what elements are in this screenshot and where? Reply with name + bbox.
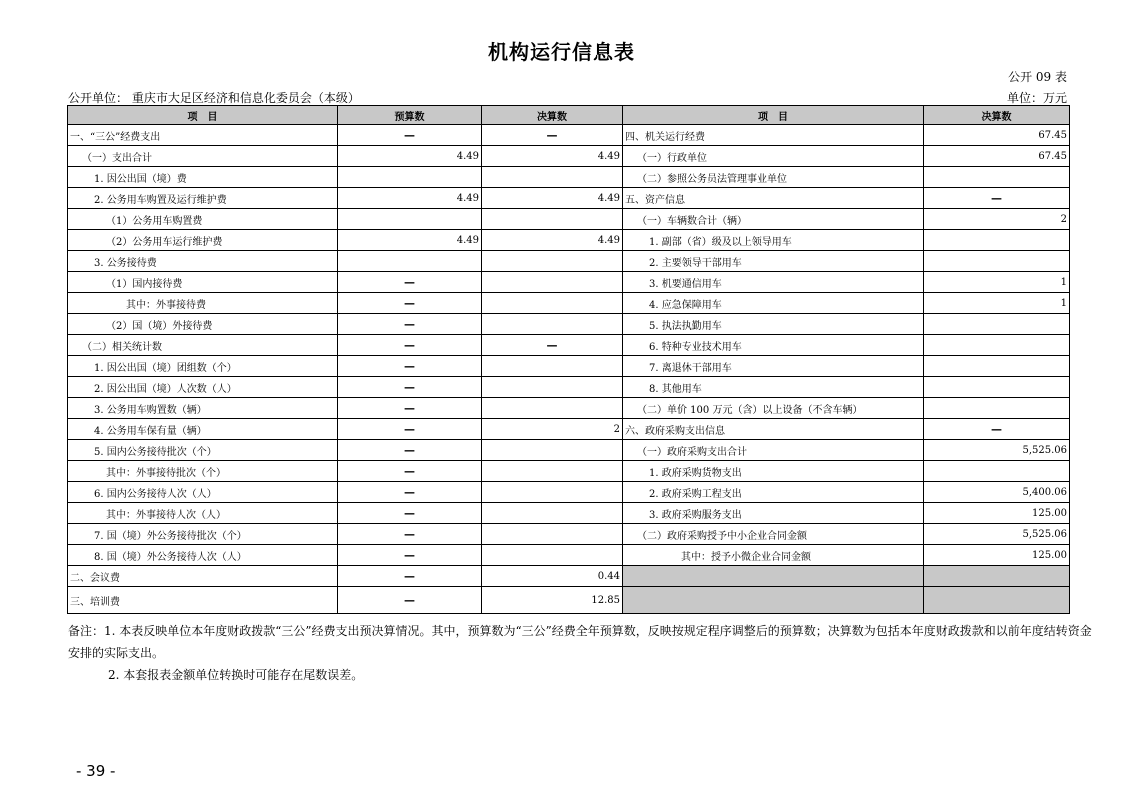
right-item-label: 8. 其他用车 xyxy=(623,377,924,398)
right-final-value: 1 xyxy=(924,272,1070,293)
final-value xyxy=(482,167,623,188)
final-value xyxy=(482,545,623,566)
budget-value: — xyxy=(338,545,482,566)
table-row xyxy=(68,398,1070,419)
budget-value: — xyxy=(338,419,482,440)
table-row xyxy=(68,314,1070,335)
right-final-value: 67.45 xyxy=(924,125,1070,146)
right-final-value: 5,525.06 xyxy=(924,440,1070,461)
left-item-label: 1. 因公出国（境）团组数（个） xyxy=(68,356,338,377)
left-item-label: 7. 国（境）外公务接待批次（个） xyxy=(68,524,338,545)
right-item-label: 1. 政府采购货物支出 xyxy=(623,461,924,482)
left-item-label: （1）国内接待费 xyxy=(68,272,338,293)
note-1: 备注：1. 本表反映单位本年度财政拨款“三公”经费支出预决算情况。其中，预算数为“三公”经费全年预算数，反映按规定程序调整后的预算数；决算数为包括本年度财政拨款和以前年度结转资金安排的实际支出。 xyxy=(68,624,1092,660)
final-value xyxy=(482,461,623,482)
left-item-label: 8. 国（境）外公务接待人次（人） xyxy=(68,545,338,566)
right-item-label: 4. 应急保障用车 xyxy=(623,293,924,314)
right-item-label: 2. 政府采购工程支出 xyxy=(623,482,924,503)
left-item-label: 其中：外事接待人次（人） xyxy=(68,503,338,524)
right-final-value: — xyxy=(924,419,1070,440)
right-final-value xyxy=(924,167,1070,188)
right-item-label: 1. 副部（省）级及以上领导用车 xyxy=(623,230,924,251)
table-code: 公开 09 表 xyxy=(1008,70,1067,84)
table-row xyxy=(68,419,1070,440)
right-item-label: 7. 离退休干部用车 xyxy=(623,356,924,377)
left-item-label: 其中：外事接待费 xyxy=(68,293,338,314)
final-value xyxy=(482,293,623,314)
right-item-label: 六、政府采购支出信息 xyxy=(623,419,924,440)
table-row xyxy=(68,251,1070,272)
budget-value: 4.49 xyxy=(338,230,482,251)
budget-value: — xyxy=(338,314,482,335)
table-row xyxy=(68,440,1070,461)
table-row xyxy=(68,272,1070,293)
right-final-value: 67.45 xyxy=(924,146,1070,167)
right-item-label xyxy=(623,566,924,587)
header-final: 决算数 xyxy=(482,106,623,125)
budget-value xyxy=(338,209,482,230)
table-row xyxy=(68,356,1070,377)
table-row xyxy=(68,503,1070,524)
right-final-value xyxy=(924,314,1070,335)
right-item-label: 其中：授予小微企业合同金额 xyxy=(623,545,924,566)
left-item-label: 6. 国内公务接待人次（人） xyxy=(68,482,338,503)
table-row xyxy=(68,293,1070,314)
budget-value xyxy=(338,251,482,272)
final-value xyxy=(482,377,623,398)
right-item-label: （二）政府采购授予中小企业合同金额 xyxy=(623,524,924,545)
budget-value: — xyxy=(338,461,482,482)
table-row xyxy=(68,146,1070,167)
left-item-label: 4. 公务用车保有量（辆） xyxy=(68,419,338,440)
right-item-label: 5. 执法执勤用车 xyxy=(623,314,924,335)
final-value xyxy=(482,251,623,272)
final-value xyxy=(482,356,623,377)
final-value: 4.49 xyxy=(482,146,623,167)
budget-value: — xyxy=(338,566,482,587)
right-final-value xyxy=(924,251,1070,272)
budget-value: — xyxy=(338,125,482,146)
right-final-value: — xyxy=(924,188,1070,209)
right-item-label xyxy=(623,587,924,614)
right-final-value: 5,400.06 xyxy=(924,482,1070,503)
left-item-label: 二、会议费 xyxy=(68,566,338,587)
note-2: 2. 本套报表金额单位转换时可能存在尾数误差。 xyxy=(108,668,364,682)
table-row xyxy=(68,566,1070,587)
table-row xyxy=(68,545,1070,566)
right-item-label: 五、资产信息 xyxy=(623,188,924,209)
page-number: - 39 - xyxy=(76,762,116,780)
reporting-unit: 公开单位： 重庆市大足区经济和信息化委员会（本级） xyxy=(68,91,360,105)
budget-value: — xyxy=(338,272,482,293)
final-value: — xyxy=(482,125,623,146)
header-final-right: 决算数 xyxy=(924,106,1070,125)
budget-value xyxy=(338,167,482,188)
final-value xyxy=(482,272,623,293)
table-row xyxy=(68,167,1070,188)
table-header-row xyxy=(68,106,1070,125)
right-item-label: 6. 特种专业技术用车 xyxy=(623,335,924,356)
budget-value: — xyxy=(338,440,482,461)
budget-value: — xyxy=(338,503,482,524)
left-item-label: （2）国（境）外接待费 xyxy=(68,314,338,335)
right-item-label: 3. 政府采购服务支出 xyxy=(623,503,924,524)
final-value: — xyxy=(482,335,623,356)
table-row xyxy=(68,125,1070,146)
final-value: 2 xyxy=(482,419,623,440)
right-final-value: 2 xyxy=(924,209,1070,230)
table-row xyxy=(68,335,1070,356)
final-value xyxy=(482,524,623,545)
right-item-label: （二）单价 100 万元（含）以上设备（不含车辆） xyxy=(623,398,924,419)
final-value: 4.49 xyxy=(482,230,623,251)
left-item-label: （二）相关统计数 xyxy=(68,335,338,356)
right-item-label: （一）行政单位 xyxy=(623,146,924,167)
budget-value: — xyxy=(338,398,482,419)
right-item-label: 3. 机要通信用车 xyxy=(623,272,924,293)
right-final-value: 5,525.06 xyxy=(924,524,1070,545)
table-row xyxy=(68,524,1070,545)
right-final-value xyxy=(924,377,1070,398)
left-item-label: 一、“三公”经费支出 xyxy=(68,125,338,146)
header-budget: 预算数 xyxy=(338,106,482,125)
table-row xyxy=(68,587,1070,614)
left-item-label: 2. 因公出国（境）人次数（人） xyxy=(68,377,338,398)
notes xyxy=(68,620,1096,686)
table-row xyxy=(68,230,1070,251)
budget-value: 4.49 xyxy=(338,146,482,167)
right-item-label: 四、机关运行经费 xyxy=(623,125,924,146)
left-item-label: （1）公务用车购置费 xyxy=(68,209,338,230)
right-final-value xyxy=(924,230,1070,251)
final-value xyxy=(482,209,623,230)
left-item-label: （2）公务用车运行维护费 xyxy=(68,230,338,251)
table-row xyxy=(68,188,1070,209)
budget-value: — xyxy=(338,356,482,377)
left-item-label: 1. 因公出国（境）费 xyxy=(68,167,338,188)
right-item-label: （二）参照公务员法管理事业单位 xyxy=(623,167,924,188)
header-item-right: 项 目 xyxy=(623,106,924,125)
final-value xyxy=(482,503,623,524)
final-value xyxy=(482,440,623,461)
budget-value: — xyxy=(338,377,482,398)
table-row xyxy=(68,209,1070,230)
right-final-value xyxy=(924,356,1070,377)
table-row xyxy=(68,461,1070,482)
left-item-label: 3. 公务用车购置数（辆） xyxy=(68,398,338,419)
final-value xyxy=(482,482,623,503)
right-final-value xyxy=(924,566,1070,587)
right-final-value xyxy=(924,398,1070,419)
budget-value: — xyxy=(338,335,482,356)
final-value: 0.44 xyxy=(482,566,623,587)
final-value: 12.85 xyxy=(482,587,623,614)
budget-value: — xyxy=(338,293,482,314)
budget-value: — xyxy=(338,524,482,545)
right-final-value xyxy=(924,461,1070,482)
final-value: 4.49 xyxy=(482,188,623,209)
left-item-label: 2. 公务用车购置及运行维护费 xyxy=(68,188,338,209)
right-item-label: （一）政府采购支出合计 xyxy=(623,440,924,461)
budget-value: — xyxy=(338,482,482,503)
left-item-label: 三、培训费 xyxy=(68,587,338,614)
left-item-label: 其中：外事接待批次（个） xyxy=(68,461,338,482)
institution-info-table xyxy=(67,105,1070,614)
right-final-value xyxy=(924,335,1070,356)
table-row xyxy=(68,377,1070,398)
right-item-label: （一）车辆数合计（辆） xyxy=(623,209,924,230)
budget-value: 4.49 xyxy=(338,188,482,209)
right-final-value: 125.00 xyxy=(924,503,1070,524)
right-final-value xyxy=(924,587,1070,614)
right-final-value: 125.00 xyxy=(924,545,1070,566)
left-item-label: 5. 国内公务接待批次（个） xyxy=(68,440,338,461)
page-title: 机构运行信息表 xyxy=(488,40,635,64)
amount-unit: 单位：万元 xyxy=(1006,91,1067,105)
budget-value: — xyxy=(338,587,482,614)
final-value xyxy=(482,398,623,419)
header-item: 项 目 xyxy=(68,106,338,125)
left-item-label: （一）支出合计 xyxy=(68,146,338,167)
table-row xyxy=(68,482,1070,503)
final-value xyxy=(482,314,623,335)
right-item-label: 2. 主要领导干部用车 xyxy=(623,251,924,272)
right-final-value: 1 xyxy=(924,293,1070,314)
left-item-label: 3. 公务接待费 xyxy=(68,251,338,272)
